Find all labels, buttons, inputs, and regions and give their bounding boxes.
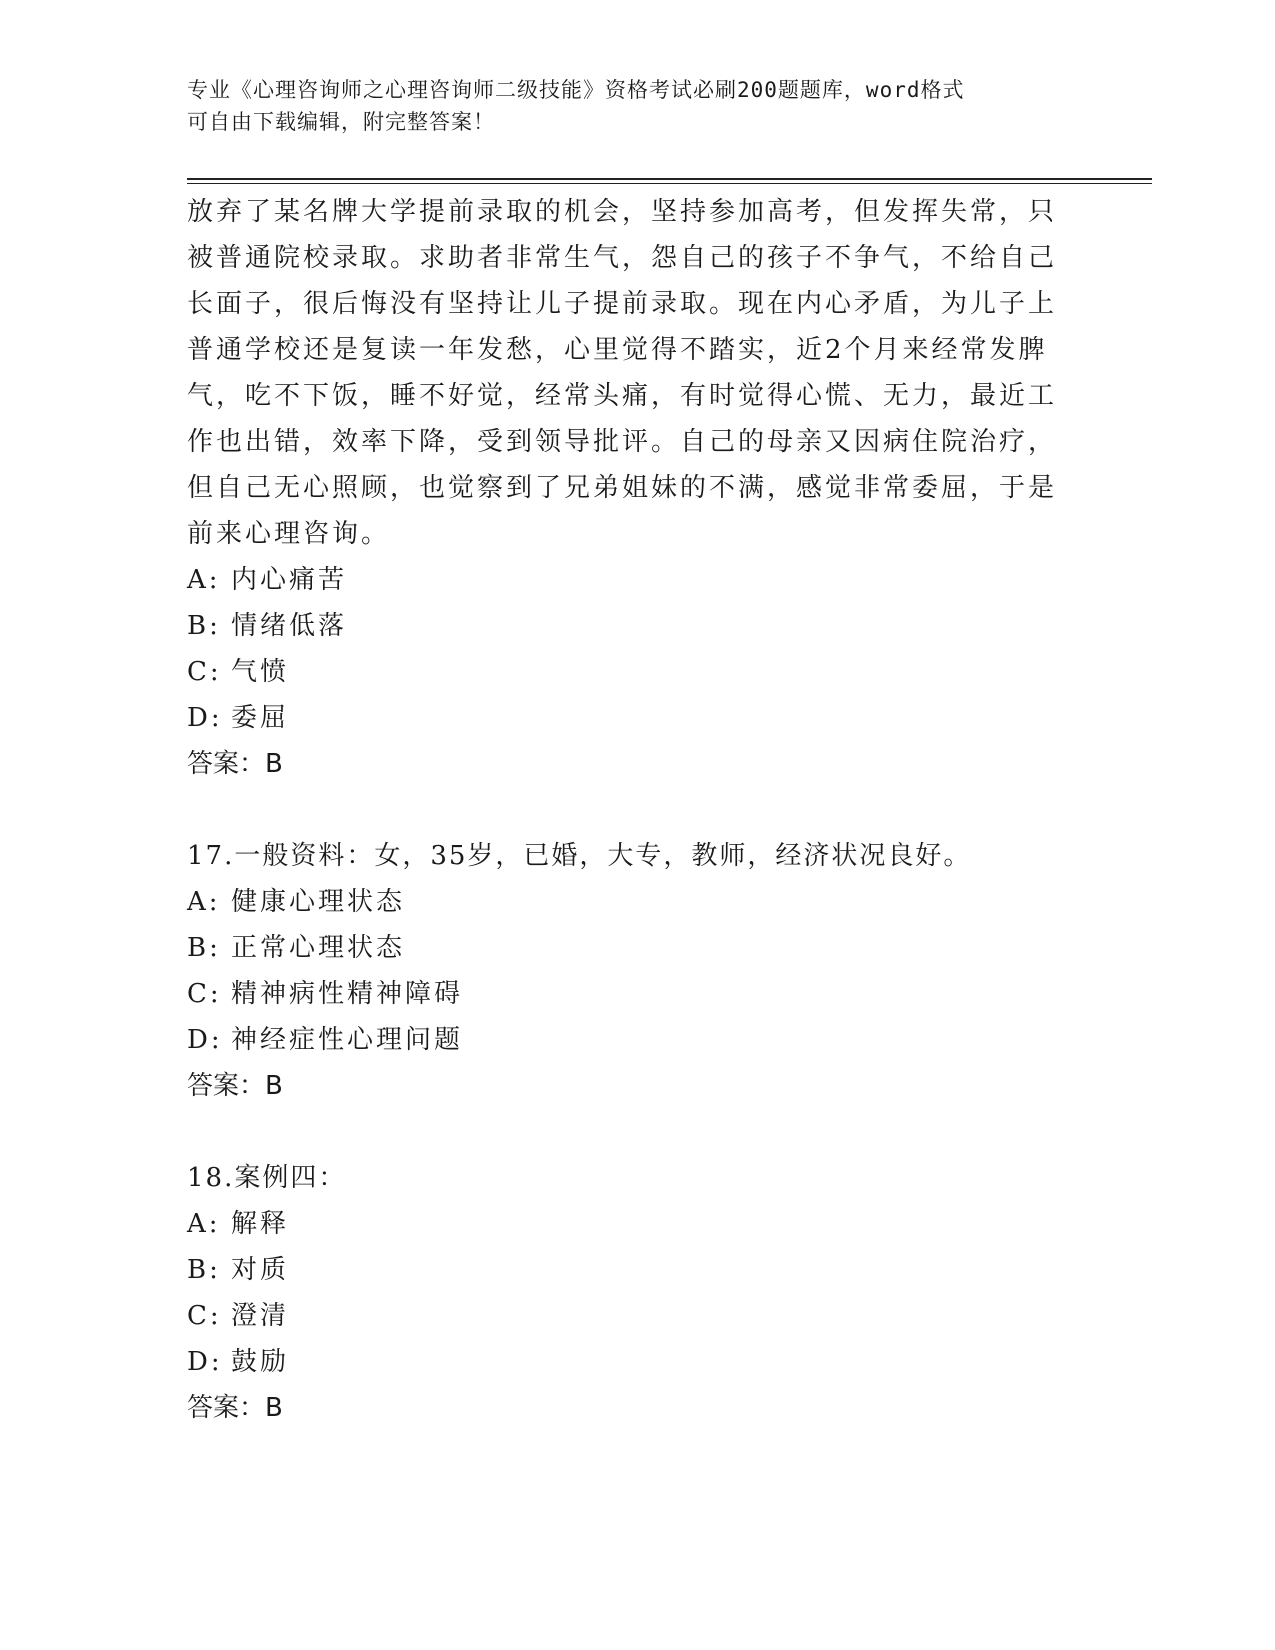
option-key: A: <box>187 565 221 595</box>
option-d <box>187 1017 1067 1063</box>
header-line-1: 专业《心理咨询师之心理咨询师二级技能》资格考试必刷200题题库，word格式 <box>187 78 965 102</box>
option-text: 情绪低落 <box>231 611 348 641</box>
option-d <box>187 1339 1067 1385</box>
stem-line: 但自己无心照顾，也觉察到了兄弟姐妹的不满，感觉非常委屈，于是 <box>187 473 1058 503</box>
header-rule-thin <box>187 183 1152 184</box>
stem-line: 普通学校还是复读一年发愁，心里觉得不踏实，近2个月来经常发脾 <box>187 335 1048 365</box>
header-line-2: 可自由下载编辑，附完整答案！ <box>187 110 495 134</box>
question-17 <box>187 833 1067 1109</box>
option-text: 澄清 <box>231 1301 290 1331</box>
option-key: D: <box>187 703 223 733</box>
question-18 <box>187 1155 1067 1431</box>
stem-line: 气，吃不下饭，睡不好觉，经常头痛，有时觉得心慌、无力，最近工 <box>187 381 1058 411</box>
option-text: 鼓励 <box>231 1347 290 1377</box>
option-b <box>187 1247 1067 1293</box>
question-title: 18.案例四： <box>187 1163 347 1193</box>
option-d <box>187 695 1067 741</box>
document-header <box>187 74 1067 138</box>
header-rule-thick <box>187 178 1152 180</box>
option-key: D: <box>187 1347 223 1377</box>
stem-line: 作也出错，效率下降，受到领导批评。自己的母亲又因病住院治疗， <box>187 427 1058 457</box>
option-a <box>187 557 1067 603</box>
spacer <box>187 1109 1067 1155</box>
option-key: B: <box>187 1255 221 1285</box>
stem-line: 被普通院校录取。求助者非常生气，怨自己的孩子不争气，不给自己 <box>187 243 1058 273</box>
option-key: A: <box>187 1209 221 1239</box>
option-text: 健康心理状态 <box>231 887 406 917</box>
option-key: B: <box>187 933 221 963</box>
option-text: 神经症性心理问题 <box>231 1025 464 1055</box>
stem-line: 长面子，很后悔没有坚持让儿子提前录取。现在内心矛盾，为儿子上 <box>187 289 1058 319</box>
option-text: 解释 <box>231 1209 290 1239</box>
question-16-stem <box>187 189 1067 557</box>
option-text: 对质 <box>231 1255 290 1285</box>
spacer <box>187 787 1067 833</box>
option-a <box>187 879 1067 925</box>
option-c <box>187 649 1067 695</box>
document-body <box>187 189 1067 1431</box>
question-title: 17.一般资料：女，35岁，已婚，大专，教师，经济状况良好。 <box>187 841 972 871</box>
option-text: 内心痛苦 <box>231 565 348 595</box>
option-text: 精神病性精神障碍 <box>231 979 464 1009</box>
option-a <box>187 1201 1067 1247</box>
stem-line: 前来心理咨询。 <box>187 519 391 549</box>
answer-line: 答案：B <box>187 1393 283 1423</box>
option-c <box>187 971 1067 1017</box>
option-b <box>187 925 1067 971</box>
answer-line: 答案：B <box>187 749 283 779</box>
option-key: C: <box>187 979 222 1009</box>
option-key: C: <box>187 657 222 687</box>
option-key: B: <box>187 611 221 641</box>
option-text: 正常心理状态 <box>231 933 406 963</box>
question-16 <box>187 189 1067 787</box>
option-key: D: <box>187 1025 223 1055</box>
answer-line: 答案：B <box>187 1071 283 1101</box>
option-text: 委屈 <box>231 703 290 733</box>
option-text: 气愤 <box>231 657 290 687</box>
option-c <box>187 1293 1067 1339</box>
stem-line: 放弃了某名牌大学提前录取的机会，坚持参加高考，但发挥失常，只 <box>187 197 1058 227</box>
option-key: C: <box>187 1301 222 1331</box>
option-b <box>187 603 1067 649</box>
option-key: A: <box>187 887 221 917</box>
